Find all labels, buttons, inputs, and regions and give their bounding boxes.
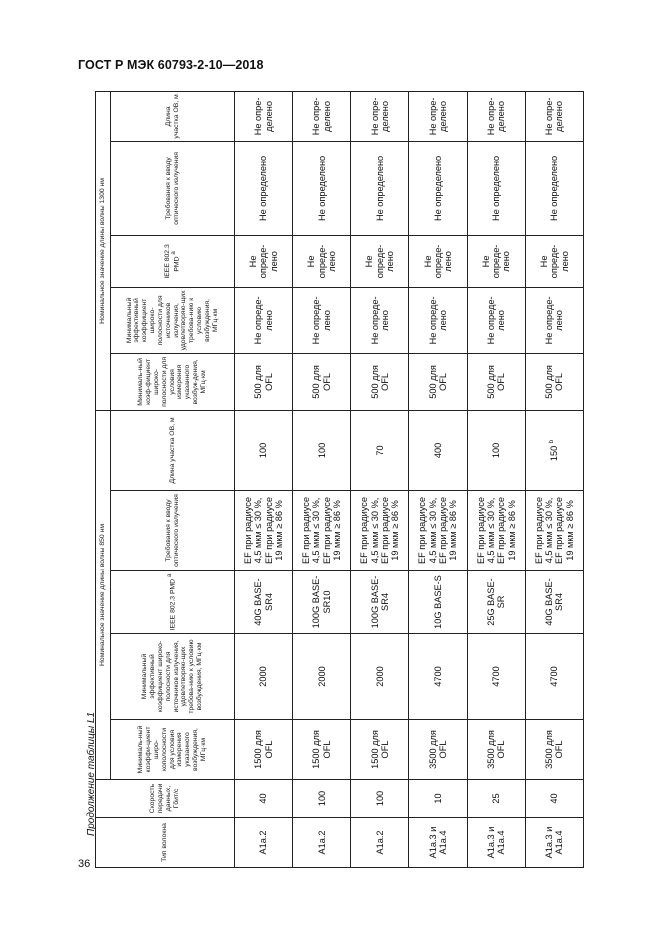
cell-850-launch-requirements	[351, 491, 409, 571]
cell-1300-launch-requirements-text: Не определено	[316, 155, 327, 222]
cell-1300-effective-bandwidth	[293, 287, 351, 353]
header-850-min-bandwidth: Минималь-ный коэффи-циент широ-кополосности для условия измерения указанного возбуждения, МГц·км	[111, 720, 235, 780]
cell-850-min-bandwidth	[409, 720, 467, 780]
cell-850-effective-bandwidth	[293, 634, 351, 720]
cell-1300-min-bandwidth-text: 500 для OFL	[485, 365, 507, 399]
cell-rate	[467, 780, 525, 818]
header-1300-launch-requirements: Требования к вводу оптического излучения	[111, 141, 235, 235]
cell-rate	[409, 780, 467, 818]
cell-1300-ieee-pmd	[409, 235, 467, 287]
cell-850-min-bandwidth	[235, 720, 293, 780]
cell-1300-ieee-pmd-text: Не опреде-лено	[422, 244, 454, 279]
cell-1300-min-bandwidth	[525, 353, 583, 410]
cell-850-ieee-pmd	[235, 571, 293, 634]
cell-1300-launch-requirements	[467, 141, 525, 235]
cell-fiber-type	[467, 818, 525, 868]
cell-rate	[235, 780, 293, 818]
header-1300-ieee-pmd: IEEE 802.3 PMD $^a$	[111, 235, 235, 287]
cell-850-launch-requirements	[293, 491, 351, 571]
cell-1300-length	[409, 91, 467, 141]
cell-850-launch-requirements	[467, 491, 525, 571]
cell-1300-length-text: Не опре-делено	[427, 97, 449, 136]
cell-850-launch-requirements-text: EF при радиусе 4,5 мкм ≤ 30 %, EF при радиусе 19 мкм ≥ 86 %	[475, 497, 517, 564]
cell-850-effective-bandwidth-text: 2000	[374, 666, 385, 687]
cell-1300-min-bandwidth	[235, 353, 293, 410]
cell-1300-effective-bandwidth	[409, 287, 467, 353]
cell-850-effective-bandwidth	[525, 634, 583, 720]
footnote-marker: a	[171, 251, 178, 255]
cell-850-effective-bandwidth	[409, 634, 467, 720]
cell-850-effective-bandwidth-text: 4700	[491, 666, 502, 687]
cell-1300-launch-requirements-text: Не определено	[432, 155, 443, 222]
cell-1300-launch-requirements-text: Не определено	[491, 155, 502, 222]
cell-rate	[351, 780, 409, 818]
cell-850-ieee-pmd-text: 40G BASE-SR4	[253, 578, 274, 626]
cell-1300-effective-bandwidth-text: Не опреде-лено	[544, 296, 565, 345]
cell-1300-ieee-pmd-text: Не опреде-лено	[306, 244, 337, 279]
cell-1300-length-text: Не опре-делено	[311, 97, 332, 136]
cell-1300-ieee-pmd	[293, 235, 351, 287]
cell-1300-ieee-pmd-text: Не опреде-лено	[480, 244, 512, 279]
page-number: 36	[78, 858, 91, 870]
cell-1300-ieee-pmd	[467, 235, 525, 287]
cell-1300-launch-requirements	[409, 141, 467, 235]
cell-850-length	[467, 410, 525, 490]
header-group-1300: Номинальное значение длины волны 1300 нм	[96, 91, 111, 410]
cell-850-effective-bandwidth-text: 4700	[432, 666, 443, 687]
cell-rate	[525, 780, 583, 818]
header-850-ieee-pmd: IEEE 802.3 PMD $^a$	[111, 571, 235, 634]
document-title: ГОСТ Р МЭК 60793-2-10—2018	[78, 58, 264, 72]
cell-1300-length-text: Не опре-делено	[253, 97, 274, 136]
cell-850-effective-bandwidth	[467, 634, 525, 720]
cell-850-launch-requirements	[409, 491, 467, 571]
cell-850-length-text: 100	[491, 442, 502, 459]
cell-850-launch-requirements-text: EF при радиусе 4,5 мкм ≤ 30 %, EF при радиусе 19 мкм ≥ 86 %	[242, 497, 284, 564]
cell-1300-effective-bandwidth	[467, 287, 525, 353]
cell-fiber-type-text: A1a.2	[258, 830, 269, 855]
header-rate: Скорость передачи данных, Гбит/с	[96, 780, 235, 818]
cell-1300-effective-bandwidth	[351, 287, 409, 353]
table-row	[293, 91, 351, 867]
table-body	[235, 91, 584, 867]
cell-1300-min-bandwidth-text: 500 для OFL	[544, 365, 565, 399]
cell-850-min-bandwidth-text: 1500 для OFL	[253, 730, 274, 769]
cell-850-launch-requirements-text: EF при радиусе 4,5 мкм ≤ 30 %, EF при радиусе 19 мкм ≥ 86 %	[359, 497, 401, 564]
footnote-marker: b	[549, 439, 556, 444]
cell-fiber-type-text: A1a.3 и A1a.4	[427, 826, 449, 859]
cell-850-length	[351, 410, 409, 490]
cell-1300-min-bandwidth-text: 500 для OFL	[253, 365, 274, 399]
cell-1300-effective-bandwidth	[525, 287, 583, 353]
cell-1300-launch-requirements-text: Не определено	[258, 155, 269, 222]
cell-1300-min-bandwidth-text: 500 для OFL	[427, 365, 449, 399]
cell-1300-effective-bandwidth-text: Не опреде-лено	[253, 296, 274, 345]
cell-1300-min-bandwidth-text: 500 для OFL	[311, 365, 332, 399]
cell-850-length	[409, 410, 467, 490]
cell-1300-min-bandwidth	[467, 353, 525, 410]
cell-850-ieee-pmd	[525, 571, 583, 634]
cell-1300-launch-requirements	[293, 141, 351, 235]
cell-rate-text: 100	[374, 790, 385, 807]
cell-850-min-bandwidth-text: 1500 для OFL	[369, 730, 390, 769]
header-850-length: Длина участка ОВ, м	[111, 410, 235, 490]
cell-1300-length-text: Не опре-делено	[544, 97, 565, 136]
cell-rate-text: 25	[491, 793, 502, 804]
cell-1300-ieee-pmd	[235, 235, 293, 287]
footnote-marker: a	[167, 573, 174, 578]
header-1300-effective-bandwidth: Минимальный эффективный коэффициент широко-полосности для источников излучения, удовлетворяю-щих требова-нию к условию возбуждения, МГц·км	[111, 287, 235, 353]
cell-850-effective-bandwidth	[235, 634, 293, 720]
cell-850-launch-requirements	[525, 491, 583, 571]
cell-850-ieee-pmd-text: 100G BASE-SR10	[311, 575, 332, 629]
cell-850-ieee-pmd	[351, 571, 409, 634]
cell-1300-launch-requirements	[235, 141, 293, 235]
cell-1300-effective-bandwidth-text: Не опреде-лено	[427, 296, 449, 345]
cell-fiber-type-text: A1a.2	[316, 830, 327, 855]
cell-1300-length-text: Не опре-делено	[485, 97, 507, 136]
cell-850-min-bandwidth-text: 3500 для OFL	[427, 730, 449, 769]
cell-1300-min-bandwidth	[351, 353, 409, 410]
cell-850-length-text: 150	[549, 445, 560, 462]
cell-850-min-bandwidth	[293, 720, 351, 780]
cell-850-effective-bandwidth-text: 2000	[258, 666, 269, 687]
cell-fiber-type	[525, 818, 583, 868]
cell-1300-launch-requirements	[351, 141, 409, 235]
cell-1300-length	[235, 91, 293, 141]
cell-1300-min-bandwidth	[293, 353, 351, 410]
cell-850-min-bandwidth	[525, 720, 583, 780]
fiber-spec-table	[95, 91, 584, 868]
cell-850-length-text: 70	[374, 445, 385, 456]
cell-850-ieee-pmd	[409, 571, 467, 634]
cell-1300-launch-requirements-text: Не определено	[374, 155, 385, 222]
cell-850-launch-requirements-text: EF при радиусе 4,5 мкм ≤ 30 %, EF при радиусе 19 мкм ≥ 86 %	[533, 497, 575, 564]
cell-850-ieee-pmd-text: 40G BASE-SR4	[544, 578, 565, 626]
cell-fiber-type	[235, 818, 293, 868]
table-caption: Продолжение таблицы L1	[86, 711, 97, 836]
header-850-launch-requirements: Требования к вводу оптического излучения	[111, 491, 235, 571]
cell-fiber-type	[351, 818, 409, 868]
cell-fiber-type-text: A1a.3 и A1a.4	[544, 826, 565, 859]
cell-850-length-text: 400	[432, 442, 443, 459]
header-1300-min-bandwidth: Минималь-ный коэф-фициент широко-полосности для условия измерения указанного возбуж-дения, МГц·км	[111, 353, 235, 410]
table-row	[525, 91, 583, 867]
cell-1300-effective-bandwidth-text: Не опреде-лено	[369, 296, 390, 345]
cell-850-launch-requirements	[235, 491, 293, 571]
cell-1300-launch-requirements-text: Не определено	[549, 155, 560, 222]
cell-850-min-bandwidth-text: 3500 для OFL	[485, 730, 507, 769]
header-850-effective-bandwidth: Минимальный эффективный коэффициент широко-полосности для источников излучения, удовлетворяю-щих требова-нию к условию возбуждения, МГц·км	[111, 634, 235, 720]
cell-1300-effective-bandwidth-text: Не опреде-лено	[485, 296, 507, 345]
cell-1300-ieee-pmd-text: Не опреде-лено	[364, 244, 396, 279]
cell-850-min-bandwidth	[467, 720, 525, 780]
cell-850-launch-requirements-text: EF при радиусе 4,5 мкм ≤ 30 %, EF при радиусе 19 мкм ≥ 86 %	[417, 497, 459, 564]
cell-fiber-type	[293, 818, 351, 868]
table-row	[351, 91, 409, 867]
cell-1300-length	[351, 91, 409, 141]
cell-850-effective-bandwidth	[351, 634, 409, 720]
table-row	[235, 91, 293, 867]
cell-1300-ieee-pmd	[351, 235, 409, 287]
cell-rate	[293, 780, 351, 818]
cell-850-ieee-pmd-text: 25G BASE-SR	[485, 578, 507, 626]
cell-850-ieee-pmd	[467, 571, 525, 634]
table-row	[409, 91, 467, 867]
header-fiber-type: Тип волокна	[96, 818, 235, 868]
cell-850-effective-bandwidth-text: 4700	[549, 666, 560, 687]
cell-1300-launch-requirements	[525, 141, 583, 235]
cell-850-length	[293, 410, 351, 490]
cell-850-length-text: 100	[316, 442, 327, 459]
header-1300-length: Длина участка ОВ, м	[111, 91, 235, 141]
cell-850-min-bandwidth-text: 3500 для OFL	[544, 730, 565, 769]
cell-1300-length-text: Не опре-делено	[369, 97, 390, 136]
cell-850-effective-bandwidth-text: 2000	[316, 666, 327, 687]
cell-1300-ieee-pmd	[525, 235, 583, 287]
cell-1300-min-bandwidth	[409, 353, 467, 410]
cell-850-length	[235, 410, 293, 490]
cell-fiber-type-text: A1a.2	[374, 830, 385, 855]
cell-850-ieee-pmd-text: 100G BASE-SR4	[369, 575, 390, 629]
cell-850-ieee-pmd	[293, 571, 351, 634]
cell-1300-min-bandwidth-text: 500 для OFL	[369, 365, 390, 399]
cell-1300-length	[293, 91, 351, 141]
cell-850-min-bandwidth-text: 1500 для OFL	[311, 730, 332, 769]
header-group-850: Номинальное значение длины волны 850 нм	[96, 410, 111, 779]
cell-fiber-type	[409, 818, 467, 868]
cell-rate-text: 100	[316, 790, 327, 807]
cell-850-length-text: 100	[258, 442, 269, 459]
cell-rate-text: 40	[549, 793, 560, 804]
cell-1300-length	[525, 91, 583, 141]
table-row	[467, 91, 525, 867]
cell-1300-length	[467, 91, 525, 141]
cell-fiber-type-text: A1a.3 и A1a.4	[485, 826, 507, 859]
rotated-table-container	[95, 92, 584, 868]
cell-1300-effective-bandwidth	[235, 287, 293, 353]
cell-850-launch-requirements-text: EF при радиусе 4,5 мкм ≤ 30 %, EF при радиусе 19 мкм ≥ 86 %	[301, 497, 343, 564]
cell-850-min-bandwidth	[351, 720, 409, 780]
cell-1300-ieee-pmd-text: Не опреде-лено	[538, 244, 570, 279]
cell-rate-text: 10	[432, 793, 443, 804]
cell-850-ieee-pmd-text: 10G BASE-S	[432, 575, 443, 629]
cell-850-length	[525, 410, 583, 490]
cell-1300-ieee-pmd-text: Не опреде-лено	[248, 244, 279, 279]
cell-rate-text: 40	[258, 793, 269, 804]
cell-1300-effective-bandwidth-text: Не опреде-лено	[311, 296, 332, 345]
